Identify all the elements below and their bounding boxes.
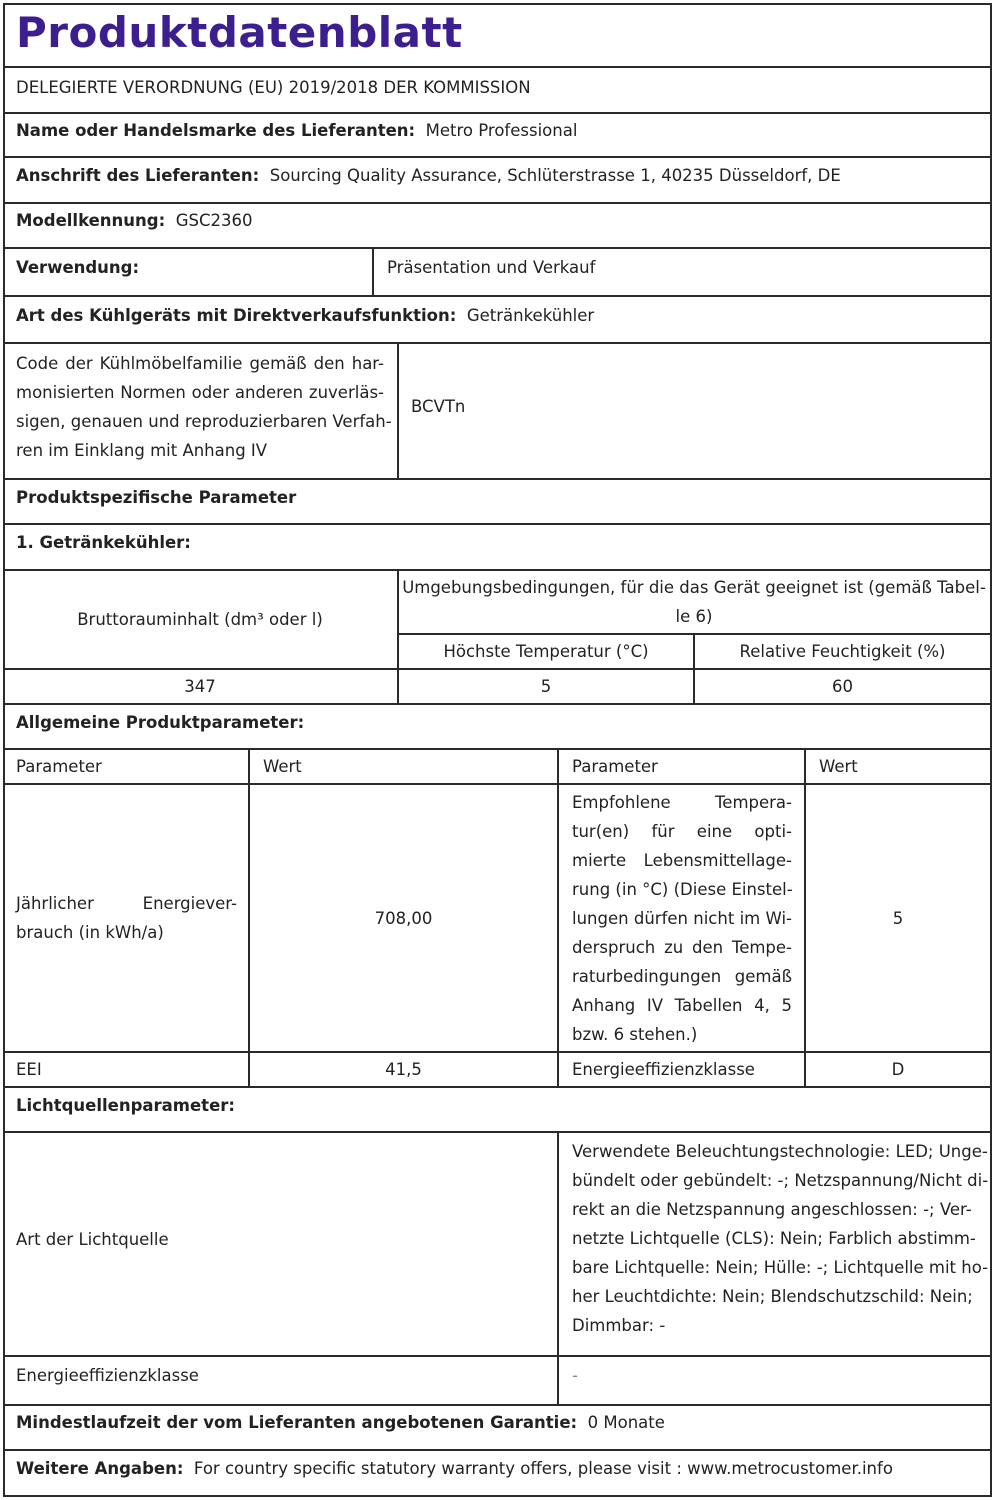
divider [3, 668, 992, 670]
energy-class-label: Energieeffizienzklasse [572, 1060, 755, 1079]
max-temp-value: 5 [540, 677, 552, 696]
divider [3, 478, 992, 480]
further-info-label: Weitere Angaben: [16, 1459, 184, 1478]
col-header-parameter: Parameter [16, 757, 102, 776]
humidity-value: 60 [832, 677, 853, 696]
ambient-conditions-line: Umgebungsbedingungen, für die das Gerät geeignet ist (gemäß Tabel- [402, 578, 986, 597]
col-header-value: Wert [263, 757, 302, 776]
usage-label: Verwendung: [16, 258, 140, 277]
ambient-conditions-line: le 6) [675, 607, 713, 626]
col-header-value: Wert [819, 757, 858, 776]
family-code-line: Code der Kühlmöbelfamilie gemäß den har- [16, 354, 384, 373]
address-row [16, 161, 841, 190]
divider [3, 295, 992, 297]
divider [397, 342, 399, 480]
type-label: Art des Kühlgeräts mit Direktverkaufsfunktion: [16, 306, 457, 325]
light-type-line: bare Lichtquelle: Nein; Hülle: -; Lichtquelle mit ho- [572, 1258, 989, 1277]
divider [3, 112, 992, 114]
divider [3, 1086, 992, 1088]
type-value: Getränkekühler [466, 306, 595, 325]
light-type-line: netzte Lichtquelle (CLS): Nein; Farblich abstimm- [572, 1229, 976, 1248]
further-info-row [16, 1454, 893, 1483]
temp-label-line: rung (in °C) (Diese Einstel- [572, 880, 793, 899]
max-temp-label: Höchste Temperatur (°C) [443, 642, 649, 661]
divider [3, 703, 992, 705]
temp-label-line: tur(en) für eine opti- [572, 822, 792, 841]
warranty-row [16, 1408, 665, 1437]
energy-class-value: D [891, 1060, 905, 1079]
specific-params-heading: Produktspezifische Parameter [16, 488, 297, 507]
temp-label-line: mierte Lebensmittellage- [572, 851, 792, 870]
family-code-line: ren im Einklang mit Anhang IV [16, 441, 268, 460]
address-value: Sourcing Quality Assurance, Schlüterstrasse 1, 40235 Düsseldorf, DE [269, 166, 841, 185]
divider [3, 342, 992, 344]
eei-label: EEI [16, 1060, 42, 1079]
temp-label-line: Anhang IV Tabellen 4, 5 [572, 996, 792, 1015]
light-type-line: her Leuchtdichte: Nein; Blendschutzschild: Nein; [572, 1287, 973, 1306]
volume-value: 347 [184, 677, 216, 696]
general-params-heading: Allgemeine Produktparameter: [16, 713, 305, 732]
temp-label-line: raturbedingungen gemäß [572, 967, 792, 986]
recommended-temp-label [572, 788, 792, 1049]
recommended-temp-value: 5 [892, 909, 904, 928]
type-row [16, 301, 594, 330]
divider [3, 1131, 992, 1133]
further-info-value: For country specific statutory warranty offers, please visit : www.metrocustomer.info [193, 1459, 893, 1478]
light-type-line: bündelt oder gebündelt: -; Netzspannung/Nicht di- [572, 1171, 989, 1190]
divider [3, 1449, 992, 1451]
divider [3, 523, 992, 525]
eei-value: 41,5 [385, 1060, 422, 1079]
divider [557, 748, 559, 1087]
light-params-heading: Lichtquellenparameter: [16, 1096, 235, 1115]
divider [3, 247, 992, 249]
model-row [16, 206, 252, 235]
warranty-value: 0 Monate [587, 1413, 665, 1432]
supplier-label: Name oder Handelsmarke des Lieferanten: [16, 121, 416, 140]
energy-label-line: Jährlicher Energiever- [16, 894, 237, 913]
page-title: Produktdatenblatt [16, 8, 463, 57]
temp-label-line: lungen dürfen nicht im Wi- [572, 909, 792, 928]
divider [3, 569, 992, 571]
family-code-value: BCVTn [411, 397, 466, 416]
humidity-label: Relative Feuchtigkeit (%) [739, 642, 946, 661]
divider [3, 156, 992, 158]
energy-consumption-value: 708,00 [374, 909, 433, 928]
divider [557, 1131, 559, 1406]
light-type-label: Art der Lichtquelle [16, 1230, 169, 1249]
cooler-heading: 1. Getränkekühler: [16, 533, 191, 552]
usage-value: Präsentation und Verkauf [387, 258, 596, 277]
divider [3, 783, 992, 785]
light-type-line: Dimmbar: - [572, 1316, 666, 1335]
model-value: GSC2360 [175, 211, 253, 230]
address-label: Anschrift des Lieferanten: [16, 166, 260, 185]
divider [372, 247, 374, 297]
temp-label-line: bzw. 6 stehen.) [572, 1025, 698, 1044]
divider [3, 202, 992, 204]
regulation-subtitle: DELEGIERTE VERORDNUNG (EU) 2019/2018 DER KOMMISSION [16, 78, 531, 97]
light-class-value: - [572, 1366, 578, 1385]
temp-label-line: derspruch zu den Tempe- [572, 938, 792, 957]
supplier-row [16, 116, 577, 145]
family-code-line: monisierten Normen oder anderen zuverläs- [16, 383, 384, 402]
energy-label-line: brauch (in kWh/a) [16, 923, 164, 942]
divider [3, 66, 992, 68]
col-header-parameter: Parameter [572, 757, 658, 776]
light-type-line: Verwendete Beleuchtungstechnologie: LED; Unge- [572, 1142, 988, 1161]
light-type-line: rekt an die Netzspannung angeschlossen: -; Ver- [572, 1200, 972, 1219]
light-class-label: Energieeffizienzklasse [16, 1366, 199, 1385]
ambient-conditions-label [399, 573, 989, 631]
volume-label: Bruttorauminhalt (dm³ oder l) [77, 610, 323, 629]
light-type-value [572, 1137, 989, 1340]
divider [3, 1355, 992, 1357]
divider [3, 1051, 992, 1053]
family-code-label [16, 349, 392, 465]
divider [3, 748, 992, 750]
family-code-line: sigen, genauen und reproduzierbaren Verfah- [16, 412, 392, 431]
warranty-label: Mindestlaufzeit der vom Lieferanten angebotenen Garantie: [16, 1413, 578, 1432]
temp-label-line: Empfohlene Tempera- [572, 793, 792, 812]
energy-consumption-label [16, 889, 237, 947]
divider [3, 1404, 992, 1406]
model-label: Modellkennung: [16, 211, 166, 230]
supplier-value: Metro Professional [425, 121, 578, 140]
